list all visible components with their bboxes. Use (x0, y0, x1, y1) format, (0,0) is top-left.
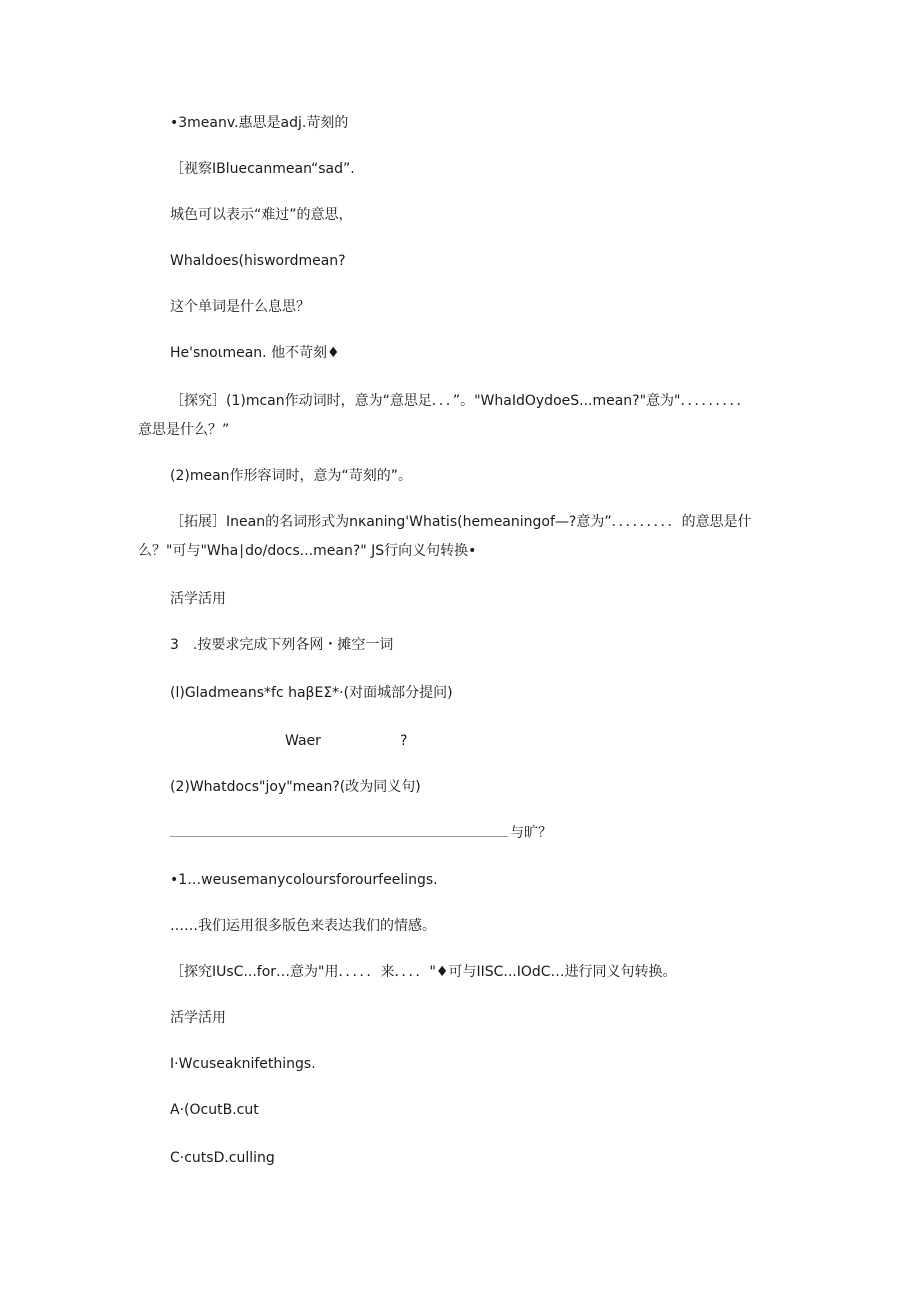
text-line-extension-noun: ［拓展］Inean的名词形式为nκaning'Whatis(hemeaningof—?意为”．．．．．．．．．的意思是什 (170, 514, 752, 530)
exercise-item-1-blank-word: Waer (285, 733, 321, 749)
text-line-explore-verb: ［探究］(1)mcan作动词时，意为“意思足．．．”。"WhaIdOydoeS...mean?"意为"．．．．．．．．． (170, 393, 751, 409)
exercise-options-ab: A·(OcutB.cut (170, 1102, 259, 1118)
text-line-use-for-translation: ……我们运用很多版色来表达我们的情感。 (170, 918, 436, 934)
text-line-observe-example: ［视察IBluecanmean“sad”. (170, 161, 355, 177)
answer-blank-line (170, 836, 508, 837)
exercise-item-1: (l)Gladmeans*fc haβEΣ*·(对面城部分提问) (170, 685, 453, 701)
section-heading-practice: 活学活用 (170, 591, 226, 607)
text-line-example-translation: 城色可以表示“难过”的意思， (170, 207, 353, 223)
text-line-explore-adjective: (2)mean作形容词时，意为“苛刻的”。 (170, 468, 413, 484)
exercise-instruction: 3 .按要求完成下列各网・摊空一词 (170, 637, 394, 653)
text-line-use-for-example: •1…weusemanycoloursforourfeelings. (170, 872, 438, 888)
text-line-extension-noun-cont: 么？"可与"Wha∣do/docs...mean?" JS行向义句转换• (138, 543, 477, 559)
text-line-explore-use-for: ［探究IUsC...for…意为"用．．．．．来．．．．"♦可与IISC...IOdC…进行同义句转换。 (170, 964, 677, 980)
exercise-options-cd: C·cutsD.culling (170, 1150, 275, 1166)
exercise-item-1-question-mark: ? (400, 733, 408, 749)
text-line-adjective-example: He'snoιmean. 他不苛刻♦ (170, 345, 340, 361)
text-line-question-example: Whaldoes(hiswordmean? (170, 253, 346, 269)
text-line-explore-verb-cont: 意思是什么？” (138, 422, 230, 438)
exercise-item-2: (2)Whatdocs"joy"mean?(改为同义句) (170, 779, 421, 795)
exercise-question: I·Wcuseaknifethings. (170, 1056, 316, 1072)
section-heading-practice-2: 活学活用 (170, 1010, 226, 1026)
exercise-item-2-tail: 与旷？ (510, 825, 552, 841)
text-line-question-translation: 这个单词是什么息思？ (170, 299, 310, 315)
text-line-mean-definition: •3meanv.惠思是adj.苛刻的 (170, 115, 349, 131)
